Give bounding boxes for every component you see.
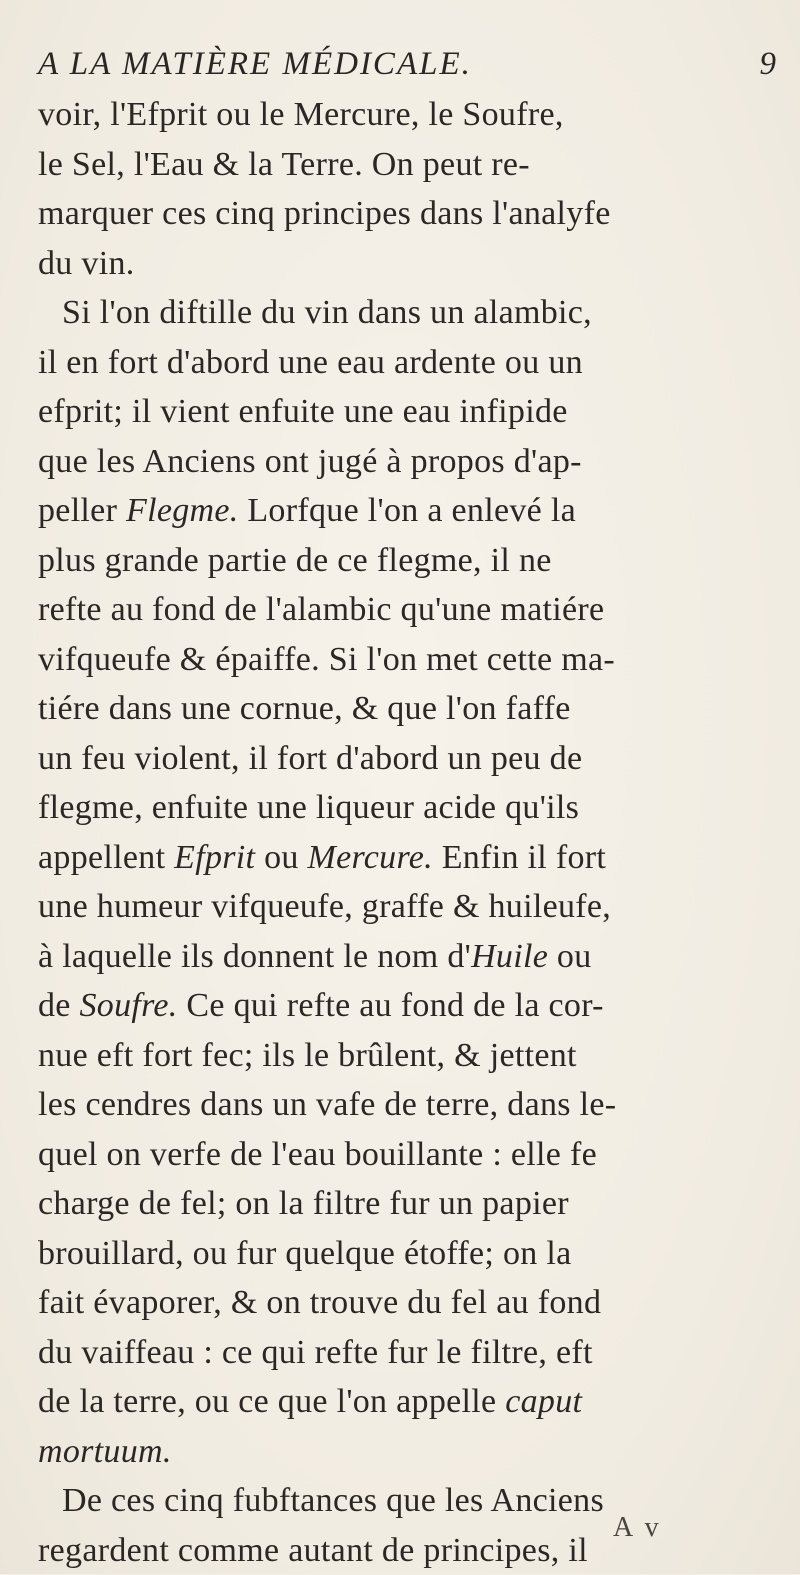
- text-run: efprit; il vient enfuite une eau infipide: [38, 393, 568, 430]
- text-run: de: [38, 987, 80, 1024]
- text-run: il en fort d'abord une eau ardente ou un: [38, 344, 583, 381]
- text-run: une humeur vifqueufe, graffe & huileufe,: [38, 888, 611, 925]
- text-run: marquer ces cinq principes dans l'analyfe: [38, 195, 611, 232]
- text-line: [38, 932, 788, 982]
- text-line: [38, 585, 788, 635]
- text-line: [38, 1526, 788, 1575]
- text-run: appellent: [38, 839, 174, 876]
- text-run: quel on verfe de l'eau bouillante : elle fe: [38, 1136, 597, 1173]
- text-line: [38, 783, 788, 833]
- running-title: A LA MATIÈRE MÉDICALE.: [38, 46, 472, 82]
- text-run: brouillard, ou fur quelque étoffe; on la: [38, 1235, 572, 1272]
- text-line: [38, 833, 788, 883]
- text-run: le Sel, l'Eau & la Terre. On peut re-: [38, 146, 530, 183]
- text-run: Ce qui refte au fond de la cor-: [178, 987, 604, 1024]
- text-run: flegme, enfuite une liqueur acide qu'ils: [38, 789, 579, 826]
- text-run: voir, l'Efprit ou le Mercure, le Soufre,: [38, 96, 564, 133]
- text-run: du vin.: [38, 245, 135, 282]
- body-text: [38, 90, 788, 1575]
- text-run: De ces cinq fubftances que les Anciens: [62, 1482, 604, 1519]
- page-number: 9: [760, 46, 779, 83]
- text-line: [38, 536, 788, 586]
- italic-term: Huile: [471, 938, 548, 975]
- text-run: du vaiffeau : ce qui refte fur le filtre, eft: [38, 1334, 593, 1371]
- text-run: un feu violent, il fort d'abord un peu de: [38, 740, 582, 777]
- text-run: de la terre, ou ce que l'on appelle: [38, 1383, 505, 1420]
- text-line: [38, 288, 788, 338]
- text-run: à laquelle ils donnent le nom d': [38, 938, 471, 975]
- text-run: regardent comme autant de principes, il: [38, 1532, 588, 1569]
- text-run: ou: [548, 938, 591, 975]
- text-run: peller: [38, 492, 126, 529]
- catchword: A v: [613, 1512, 662, 1544]
- text-line: [38, 1130, 788, 1180]
- text-line: [38, 437, 788, 487]
- text-line: [38, 1229, 788, 1279]
- text-line: [38, 1377, 788, 1427]
- text-run: refte au fond de l'alambic qu'une matiére: [38, 591, 604, 628]
- text-line: [38, 734, 788, 784]
- text-line: [38, 1080, 788, 1130]
- italic-term: Flegme.: [126, 492, 239, 529]
- text-run: fait évaporer, & on trouve du fel au fond: [38, 1284, 601, 1321]
- text-line: [38, 1278, 788, 1328]
- text-run: plus grande partie de ce flegme, il ne: [38, 542, 552, 579]
- text-line: [38, 1031, 788, 1081]
- text-run: que les Anciens ont jugé à propos d'ap-: [38, 443, 582, 480]
- text-run: Enfin il fort: [433, 839, 606, 876]
- text-run: les cendres dans un vafe de terre, dans le-: [38, 1086, 616, 1123]
- text-line: [38, 635, 788, 685]
- text-line: [38, 140, 788, 190]
- text-run: charge de fel; on la filtre fur un papier: [38, 1185, 569, 1222]
- running-header: [38, 46, 778, 90]
- italic-term: Soufre.: [80, 987, 178, 1024]
- italic-term: mortuum.: [38, 1433, 172, 1470]
- text-run: vifqueufe & épaiffe. Si l'on met cette ma-: [38, 641, 615, 678]
- text-run: Si l'on diftille du vin dans un alambic,: [62, 294, 592, 331]
- text-line: [38, 1179, 788, 1229]
- text-line: [38, 189, 788, 239]
- text-line: [38, 1427, 788, 1477]
- text-run: tiére dans une cornue, & que l'on faffe: [38, 690, 571, 727]
- text-run: Lorfque l'on a enlevé la: [239, 492, 576, 529]
- text-line: [38, 1476, 788, 1526]
- italic-term: caput: [505, 1383, 582, 1420]
- text-line: [38, 239, 788, 289]
- text-run: ou: [255, 839, 307, 876]
- text-run: nue eft fort fec; ils le brûlent, & jettent: [38, 1037, 577, 1074]
- text-line: [38, 981, 788, 1031]
- italic-term: Efprit: [174, 839, 255, 876]
- italic-term: Mercure.: [307, 839, 432, 876]
- text-line: [38, 882, 788, 932]
- text-line: [38, 387, 788, 437]
- text-line: [38, 486, 788, 536]
- text-line: [38, 1328, 788, 1378]
- text-line: [38, 684, 788, 734]
- text-line: [38, 90, 788, 140]
- text-line: [38, 338, 788, 388]
